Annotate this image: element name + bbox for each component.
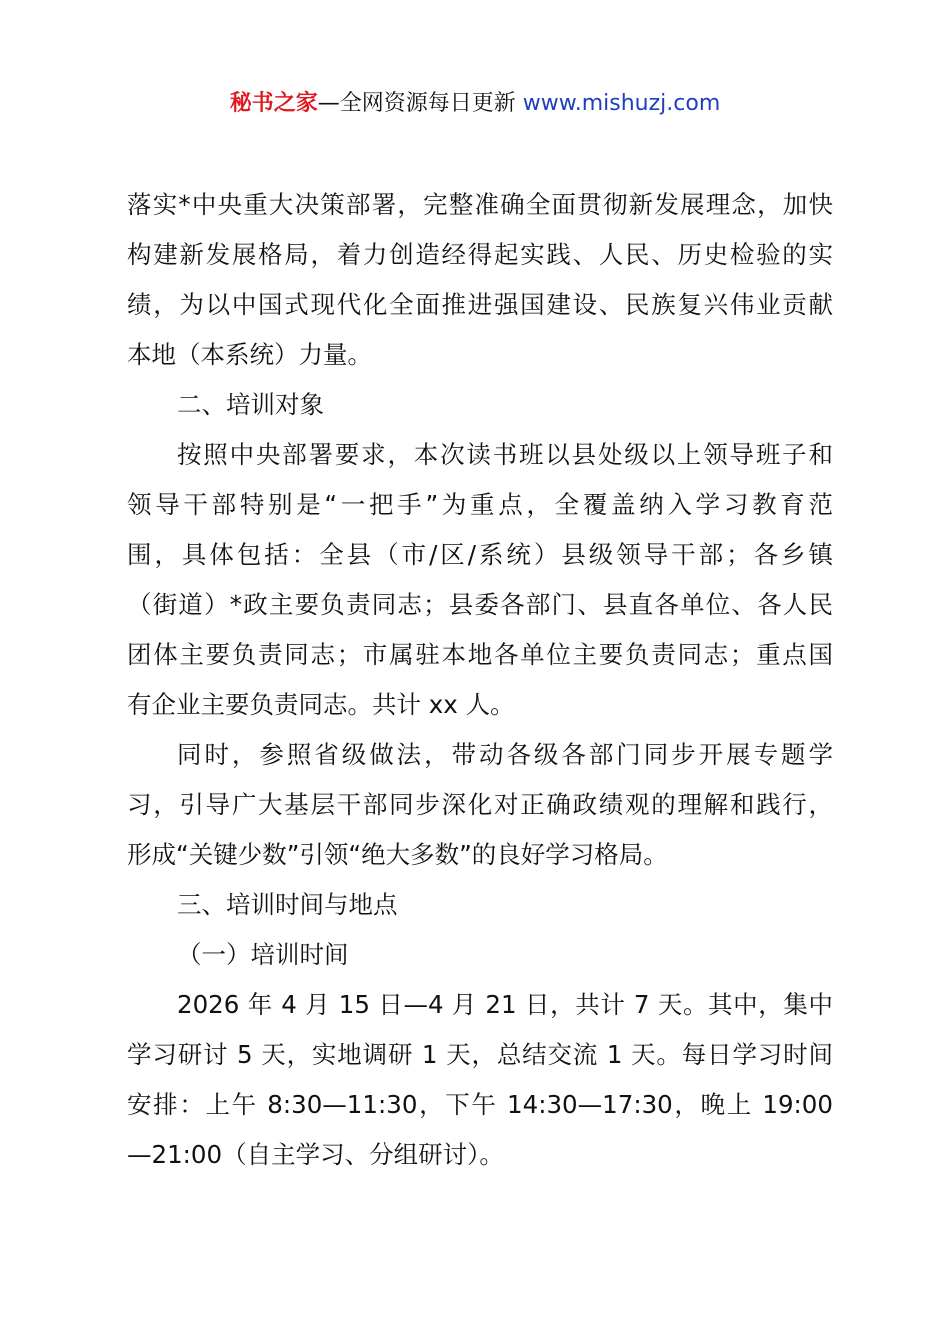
section-heading-training-targets: 二、培训对象: [177, 390, 324, 419]
paragraph-grassroots-learning: [127, 730, 833, 880]
text-line: 学习研讨 5 天，实地调研 1 天，总结交流 1 天。每日学习时间: [127, 1040, 833, 1069]
text-line: 本地（本系统）力量。: [127, 340, 372, 369]
site-brand: 秘书之家: [229, 91, 318, 116]
paragraph-intro-continuation: [127, 180, 833, 380]
text-line: 绩，为以中国式现代化全面推进强国建设、民族复兴伟业贡献: [127, 290, 833, 319]
text-line: 习，引导广大基层干部同步深化对正确政绩观的理解和践行，: [127, 790, 833, 819]
text-line: 团体主要负责同志；市属驻本地各单位主要负责同志；重点国: [127, 640, 833, 669]
text-line: 围，具体包括：全县（市/区/系统）县级领导干部；各乡镇: [127, 540, 833, 569]
site-url-link[interactable]: www.mishuzj.com: [522, 91, 721, 116]
text-line: —21:00（自主学习、分组研讨）。: [127, 1140, 504, 1169]
section-heading-time-and-place: 三、培训时间与地点: [177, 890, 398, 919]
text-line: 形成“关键少数”引领“绝大多数”的良好学习格局。: [127, 840, 668, 869]
site-header: [0, 88, 950, 120]
text-line: 构建新发展格局，着力创造经得起实践、人民、历史检验的实: [127, 240, 833, 269]
text-line: 安排：上午 8:30—11:30，下午 14:30—17:30，晚上 19:00: [127, 1090, 833, 1119]
text-line: 领导干部特别是“一把手”为重点，全覆盖纳入学习教育范: [127, 490, 833, 519]
subsection-heading-training-time: （一）培训时间: [177, 940, 349, 969]
text-line: （街道）*政主要负责同志；县委各部门、县直各单位、各人民: [127, 590, 833, 619]
text-line: 按照中央部署要求，本次读书班以县处级以上领导班子和: [177, 440, 833, 469]
text-line: 2026 年 4 月 15 日—4 月 21 日，共计 7 天。其中，集中: [177, 990, 833, 1019]
site-tagline: —全网资源每日更新: [317, 91, 523, 116]
text-line: 落实*中央重大决策部署，完整准确全面贯彻新发展理念，加快: [127, 190, 833, 219]
paragraph-training-targets: [127, 430, 833, 730]
text-line: 有企业主要负责同志。共计 xx 人。: [127, 690, 515, 719]
document-body: [127, 180, 833, 1180]
paragraph-training-schedule: [127, 980, 833, 1180]
text-line: 同时，参照省级做法，带动各级各部门同步开展专题学: [177, 740, 833, 769]
